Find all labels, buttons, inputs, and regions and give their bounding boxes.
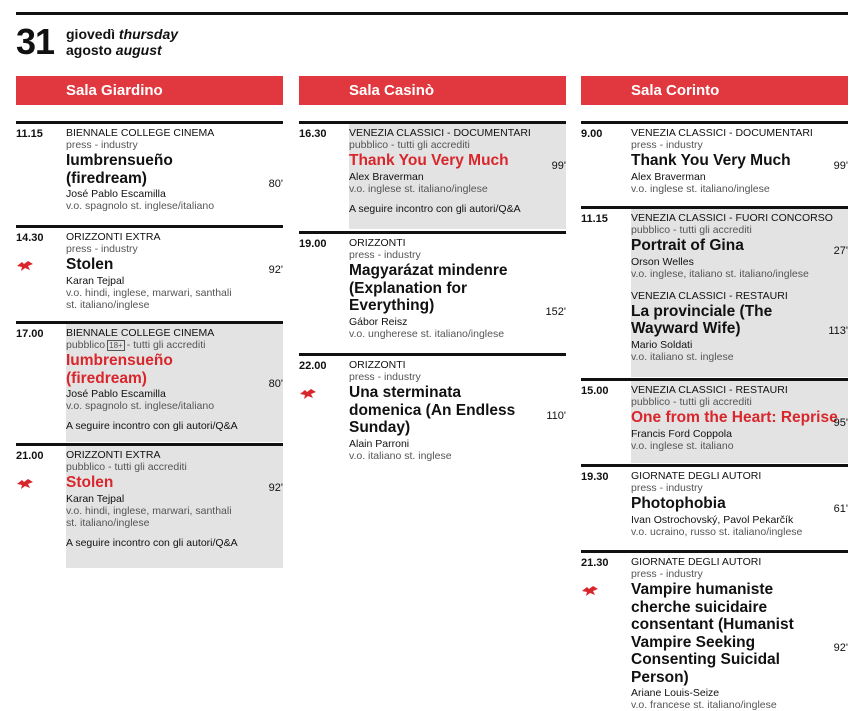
event-duration: 99' [833,160,848,172]
event-duration: 80' [268,378,283,390]
event-access: press - industry [349,371,421,383]
event-duration: 95' [833,417,848,429]
event-time: 19.30 [581,471,609,483]
event-access: press - industry [66,139,138,151]
event-title: Stolen [66,474,114,491]
event-title: Vampire humaniste cherche suicidaire consentant (Humanist Vampire Seeking Consenting Suicidal Person) [631,581,794,686]
event-director: Gábor Reisz [349,315,408,328]
event-language: v.o. spagnolo st. inglese/italiano [66,400,215,412]
event-section: ORIZZONTI EXTRA [66,449,161,461]
event-language-secondary: v.o. italiano st. inglese [631,350,734,363]
event-item[interactable] [581,206,848,374]
event-item[interactable] [16,225,283,318]
event-section: ORIZZONTI EXTRA [66,231,161,243]
event-language: v.o. hindi, inglese, marwari, santhali [66,504,232,517]
event-time: 22.00 [299,360,327,372]
event-language: v.o. hindi, inglese, marwari, santhali [66,286,232,299]
event-title: Thank You Very Much [631,152,791,169]
event-section: GIORNATE DEGLI AUTORI [631,470,762,482]
event-time: 21.30 [581,557,609,569]
event-director: Ariane Louis-Seize [631,687,720,699]
event-title: Stolen [66,256,114,273]
event-followup: A seguire incontro con gli autori/Q&A [349,202,521,215]
event-director: José Pablo Escamilla [66,388,166,400]
event-language: v.o. spagnolo st. inglese/italiano [66,200,215,212]
event-language: v.o. inglese st. italiano [631,439,734,452]
event-language: v.o. inglese, italiano st. italiano/inglese [631,267,809,280]
lion-icon [299,388,317,400]
event-title: Magyarázat mindenre (Explanation for Everything) [349,262,508,314]
event-section: ORIZZONTI [349,359,406,371]
event-duration: 27' [833,245,848,257]
event-card [631,553,848,711]
event-language: v.o. inglese st. italiano/inglese [349,182,488,195]
event-duration: 152' [545,306,566,318]
month-it: agosto [66,42,112,58]
access-audience: pubblico [66,339,106,351]
event-section-secondary: VENEZIA CLASSICI - RESTAURI [631,289,788,302]
event-access: press - industry [66,243,138,255]
column-header: Sala Giardino [16,76,283,105]
column-header: Sala Casinò [299,76,566,105]
day-number: 31 [16,21,55,62]
event-duration: 92' [268,264,283,276]
event-item[interactable] [581,121,848,203]
event-card [349,356,566,462]
event-section: ORIZZONTI [349,237,406,249]
event-followup: A seguire incontro con gli autori/Q&A [66,536,238,549]
event-item[interactable] [299,121,566,226]
event-section: GIORNATE DEGLI AUTORI [631,556,762,568]
event-director: José Pablo Escamilla [66,188,166,200]
event-duration: 92' [268,482,283,494]
event-item[interactable] [16,443,283,565]
event-language: v.o. francese st. italiano/inglese [631,699,777,711]
event-card [631,381,848,463]
event-duration: 92' [833,642,848,654]
event-access: press - industry [631,482,703,494]
event-access: press - industry [631,568,703,580]
event-card [631,467,848,538]
event-title: Portrait of Gina [631,237,744,254]
age-badge: 18+ [109,341,123,350]
event-language: v.o. inglese st. italiano/inglese [631,182,770,195]
event-language: v.o. ungherese st. italiano/inglese [349,327,505,340]
event-duration: 80' [268,178,283,190]
event-director: Alex Braverman [349,170,424,183]
event-card [631,124,848,195]
event-director: Karan Tejpal [66,492,125,505]
event-title: Iumbrensueño (firedream) [66,352,173,387]
event-item[interactable] [581,550,848,711]
event-access: pubblico - tutti gli accrediti [349,139,470,151]
event-card [349,234,566,340]
event-followup: A seguire incontro con gli autori/Q&A [66,420,238,432]
day-info [66,26,178,58]
event-language: v.o. ucraino, russo st. italiano/inglese [631,525,803,538]
event-item[interactable] [299,353,566,462]
event-title: Iumbrensueño (firedream) [66,152,173,187]
event-item[interactable] [16,321,283,439]
event-section: BIENNALE COLLEGE CINEMA [66,127,215,139]
column-sala-giardino [16,76,283,549]
event-access: pubblico - tutti gli accrediti [631,224,752,236]
event-director: Ivan Ostrochovský, Pavol Pekarčík [631,513,794,526]
column-sala-corinto [581,76,848,711]
event-time: 9.00 [581,128,603,140]
event-title: Photophobia [631,495,726,512]
event-section: VENEZIA CLASSICI - DOCUMENTARI [349,127,531,139]
event-card [66,446,283,568]
event-section: VENEZIA CLASSICI - FUORI CONCORSO [631,212,833,224]
event-access: press - industry [631,139,703,151]
event-time: 11.15 [16,128,43,140]
event-director: Francis Ford Coppola [631,427,732,440]
event-item[interactable] [581,378,848,460]
lion-icon [16,478,34,490]
event-duration: 61' [833,503,848,515]
event-time: 16.30 [299,128,327,140]
weekday-it: giovedì [66,26,116,42]
event-item[interactable] [16,121,283,221]
weekday-en: thursday [118,26,179,42]
event-time: 17.00 [16,328,44,340]
event-section: VENEZIA CLASSICI - RESTAURI [631,384,788,396]
event-card [66,124,283,212]
event-card [66,228,283,311]
event-director: Orson Welles [631,255,694,268]
event-language: v.o. italiano st. inglese [349,449,452,462]
event-duration: 110' [546,410,566,422]
event-card [349,124,566,229]
event-time: 19.00 [299,238,327,250]
event-time: 14.30 [16,232,44,244]
event-title: Thank You Very Much [349,152,509,169]
event-access: pubblico - tutti gli accrediti [631,396,752,408]
event-director: Alex Braverman [631,170,706,183]
event-time: 15.00 [581,385,609,397]
top-rule [16,12,848,15]
event-duration-secondary: 113' [828,325,848,337]
event-director: Karan Tejpal [66,274,125,287]
event-access: pubblico - tutti gli accrediti [66,461,187,473]
event-director: Alain Parroni [349,437,410,450]
event-card [66,324,283,442]
event-time: 11.15 [581,213,608,225]
lion-icon [16,260,34,272]
event-title: Una sterminata domenica (An Endless Sunday) [349,384,516,436]
event-subtitles: st. italiano/inglese [66,516,150,529]
event-title: One from the Heart: Reprise [631,409,838,426]
event-access: press - industry [349,249,421,261]
lion-icon [581,585,599,597]
event-director-secondary: Mario Soldati [631,338,693,351]
event-card [631,209,848,377]
access-accreditation: - tutti gli accrediti [126,339,206,351]
event-section: VENEZIA CLASSICI - DOCUMENTARI [631,127,813,139]
event-title-secondary: La provinciale (The Wayward Wife) [631,302,773,337]
event-time: 21.00 [16,450,44,462]
event-section: BIENNALE COLLEGE CINEMA [66,327,215,339]
column-header: Sala Corinto [581,76,848,105]
month-en: august [115,42,162,58]
column-sala-casino [299,76,566,462]
event-subtitles: st. italiano/inglese [66,298,150,311]
event-item[interactable] [299,231,566,349]
event-access [66,339,283,351]
event-item[interactable] [581,464,848,546]
event-duration: 99' [551,160,566,172]
